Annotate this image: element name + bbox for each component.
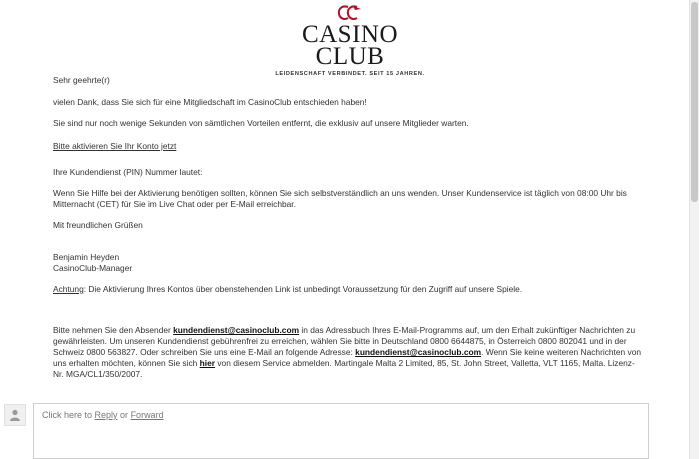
footer-email-link-2[interactable]: kundendienst@casinoclub.com [355, 347, 482, 357]
help-paragraph: Wenn Sie Hilfe bei der Aktivierung benötigen sollten, können Sie sich selbstverständlich an uns wenden. Unser Kundenservice ist täglich von 08:00 Uhr bis Mitternacht (CET) für Sie im Live Chat oder per E-Mail erreichbar. [53, 188, 627, 209]
footer-paragraph [53, 325, 645, 380]
signature-name: Benjamin Heyden [53, 252, 120, 262]
seconds-paragraph: Sie sind nur noch wenige Sekunden von sämtlichen Vorteilen entfernt, die exklusiv auf unsere Mitglieder warten. [53, 118, 469, 128]
logo-tagline: LEIDENSCHAFT VERBINDET. SEIT 15 JAHREN. [275, 71, 425, 77]
attention-label: Achtung [53, 284, 84, 294]
footer-email-link-1[interactable]: kundendienst@casinoclub.com [173, 325, 300, 335]
scrollbar-track[interactable] [689, 0, 699, 459]
reply-prefix: Click here to [42, 410, 95, 420]
activate-account-link[interactable]: Bitte aktivieren Sie Ihr Konto jetzt [53, 141, 177, 151]
footer-text-2: in das Adressbuch Ihres E-Mail-Programms auf, um den Erhalt zukünftiger Nachrichten zu gewährleisten. Um unseren Kundendienst gebührenfrei zu erreichen, wählen Sie bitte in Deutschland 0800 6644875, in Österreich 0800 802041 und in der Schweiz 0800 563827. Oder schreiben Sie uns eine E-Mail an folgende Adresse: [53, 325, 636, 357]
unsubscribe-link[interactable]: hier [199, 358, 216, 368]
logo-wordmark: CASINO CLUB [301, 21, 399, 70]
forward-link[interactable]: Forward [130, 410, 164, 420]
person-icon [9, 409, 21, 421]
regards: Mit freundlichen Grüßen [53, 220, 143, 230]
reply-link[interactable]: Reply [94, 410, 118, 420]
attention-paragraph [53, 284, 643, 295]
attention-text: : Die Aktivierung Ihres Kontos über obenstehenden Link ist unbedingt Voraussetzung für den Zugriff auf unsere Spiele. [83, 284, 523, 294]
avatar [4, 404, 26, 426]
reply-box[interactable] [33, 403, 649, 459]
footer-text-3: . Wenn Sie keine weiteren Nachrichten von uns erhalten möchten, können Sie sich [53, 347, 642, 368]
footer-text-4: von diesem Service abmelden. Martingale Malta 2 Limited, 85, St. John Street, Valletta, VLT 1165, Malta. Lizenz-Nr. MGA/CL1/350/2007. [53, 358, 635, 379]
thanks-paragraph: vielen Dank, dass Sie sich für eine Mitgliedschaft im CasinoClub entschieden haben! [53, 97, 367, 107]
signature-title: CasinoClub-Manager [53, 263, 133, 273]
reply-prompt [42, 410, 164, 420]
casinoclub-emblem-icon [335, 4, 365, 22]
footer-text-1: Bitte nehmen Sie den Absender [53, 325, 174, 335]
reply-or: or [117, 410, 131, 420]
casinoclub-logo [270, 4, 430, 77]
greeting: Sehr geehrte(r) [53, 75, 110, 85]
pin-paragraph: Ihre Kundendienst (PIN) Nummer lautet: [53, 167, 203, 177]
scrollbar-thumb[interactable] [691, 2, 698, 202]
